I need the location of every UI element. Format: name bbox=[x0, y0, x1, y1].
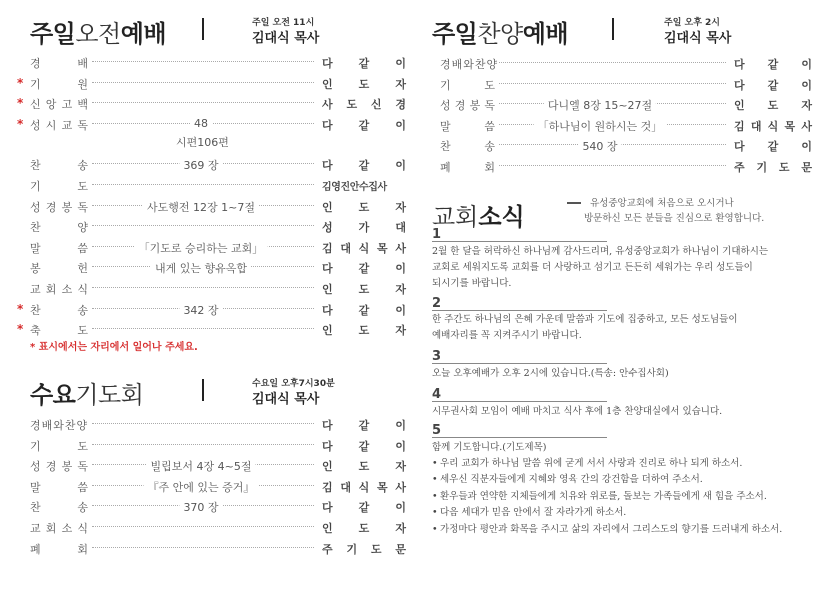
wednesday-title: 수요기도회 bbox=[30, 381, 144, 409]
service-time: 주일 오전 11시 bbox=[252, 18, 315, 28]
title-divider bbox=[612, 18, 614, 40]
order-item-leader: 성 가 대 bbox=[322, 221, 406, 235]
order-row bbox=[30, 52, 406, 73]
order-row bbox=[30, 196, 406, 217]
order-item-detail: 342 장 bbox=[179, 302, 222, 318]
order-item-name: 경 배 bbox=[30, 57, 88, 70]
order-row bbox=[440, 115, 812, 136]
service-pastor: 김대식 목사 bbox=[252, 31, 320, 46]
order-item-name: 폐 회 bbox=[440, 160, 495, 174]
standing-mark: * bbox=[17, 116, 24, 131]
order-row bbox=[440, 135, 812, 156]
order-row bbox=[30, 517, 406, 538]
order-item-detail: 다니엘 8장 15~27절 bbox=[544, 97, 656, 113]
sunday-praise-title: 주일찬양예배 bbox=[432, 20, 569, 48]
title-divider bbox=[202, 379, 204, 401]
news-item-1: 1 2월 한 달을 허락하신 하나님께 감사드리며, 유성중앙교회가 하나님이 기대하시는 교회로 세워지도록 교회를 더 사랑하고 섬기고 든든히 세워가는 우리 성도들이 되시기를 바랍니다. bbox=[432, 227, 769, 289]
order-item-name: 말 씀 bbox=[440, 119, 495, 133]
standing-mark: * bbox=[17, 322, 24, 337]
order-row bbox=[17, 319, 406, 340]
leader-dots bbox=[92, 82, 314, 83]
leader-dots bbox=[499, 62, 726, 63]
order-row bbox=[30, 175, 406, 196]
standing-mark: * bbox=[17, 96, 24, 111]
order-item-leader: 다 같 이 bbox=[734, 58, 812, 71]
order-item-leader: 다 같 이 bbox=[734, 140, 812, 154]
order-item-name: 말 씀 bbox=[30, 241, 88, 255]
prayer-item: • 환우들과 연약한 지체들에게 치유와 위로를, 돌보는 가족들에게 새 힘을 주소서. bbox=[432, 489, 808, 505]
news-title: 교회소식 bbox=[432, 203, 525, 231]
order-item-leader: 인 도 자 bbox=[322, 77, 406, 91]
order-item-name: 성 경 봉 독 bbox=[30, 200, 88, 214]
order-row bbox=[440, 94, 812, 115]
wednesday-section bbox=[30, 375, 406, 415]
order-item-name: 찬 송 bbox=[30, 159, 88, 173]
order-row bbox=[440, 156, 812, 177]
order-item-leader: 다 같 이 bbox=[322, 159, 406, 173]
sunday-praise-order bbox=[440, 53, 812, 177]
sunday-morning-title: 주일오전예배 bbox=[30, 20, 167, 48]
prayer-item: • 우리 교회가 하나님 말씀 위에 굳게 서서 사랑과 진리로 하나 되게 하소서. bbox=[432, 456, 808, 472]
service-pastor: 김대식 목사 bbox=[664, 31, 732, 46]
order-item-leader: 김 대 식 목 사 bbox=[322, 241, 406, 255]
order-row bbox=[17, 114, 406, 135]
order-row bbox=[440, 74, 812, 95]
order-item-name: 축 도 bbox=[30, 324, 88, 338]
order-item-name: 찬 송 bbox=[30, 303, 88, 317]
order-item-leader: 인 도 자 bbox=[322, 282, 406, 296]
order-item-name: 말 씀 bbox=[30, 480, 88, 494]
order-item-leader: 다 같 이 bbox=[322, 439, 406, 453]
order-item-leader: 다 같 이 bbox=[322, 262, 406, 276]
psalm-reading: 시편106편 bbox=[176, 136, 229, 149]
order-item-leader: 인 도 자 bbox=[322, 460, 406, 474]
order-item-leader: 인 도 자 bbox=[322, 200, 406, 214]
prayer-list bbox=[432, 456, 808, 538]
order-item-name: 기 도 bbox=[30, 179, 88, 193]
prayer-item: • 세우신 직분자들에게 지혜와 영육 간의 강건함을 더하여 주소서. bbox=[432, 472, 808, 488]
leader-dots bbox=[92, 61, 314, 62]
leader-dots bbox=[92, 102, 314, 103]
title-divider bbox=[202, 18, 204, 40]
order-item-name: 기 도 bbox=[440, 78, 495, 92]
order-item-detail: 내게 있는 향유옥합 bbox=[151, 260, 251, 276]
order-item-leader: 김 대 식 목 사 bbox=[322, 480, 406, 494]
leader-dots bbox=[92, 526, 314, 527]
order-item-detail: 48 bbox=[190, 117, 212, 130]
leader-dots bbox=[92, 225, 314, 226]
leader-dots bbox=[92, 287, 314, 288]
order-row bbox=[30, 257, 406, 278]
order-item-leader: 다 같 이 bbox=[322, 303, 406, 317]
wednesday-order bbox=[30, 414, 406, 558]
order-row bbox=[30, 216, 406, 237]
order-item-name: 봉 헌 bbox=[30, 262, 88, 276]
order-item-detail: 『주 안에 있는 증거』 bbox=[144, 479, 259, 495]
order-item-name: 기 원 bbox=[30, 77, 88, 91]
order-item-leader: 김 대 식 목 사 bbox=[734, 119, 812, 133]
order-row bbox=[30, 278, 406, 299]
leader-dots bbox=[92, 444, 314, 445]
news-dash bbox=[567, 202, 581, 204]
order-item-name: 성 경 봉 독 bbox=[30, 460, 88, 474]
news-intro: 유성중앙교회에 처음으로 오시거나 방문하신 모든 분들을 진심으로 환영합니다. bbox=[584, 198, 765, 224]
order-item-leader: 사 도 신 경 bbox=[322, 98, 406, 112]
order-row bbox=[30, 476, 406, 497]
order-item-leader: 다 같 이 bbox=[322, 118, 406, 132]
order-row bbox=[440, 53, 812, 74]
order-item-leader: 주 기 도 문 bbox=[322, 542, 406, 556]
news-item-4: 4 시무권사회 모임이 예배 마치고 식사 후에 1층 찬양대실에서 있습니다. bbox=[432, 387, 723, 417]
order-item-detail: 「하나님이 원하시는 것」 bbox=[534, 118, 667, 134]
order-item-leader: 다 같 이 bbox=[322, 419, 406, 432]
standing-mark: * bbox=[17, 75, 24, 90]
order-item-name: 경배와찬양 bbox=[440, 58, 499, 71]
order-row bbox=[30, 237, 406, 258]
order-item-leader: 다 같 이 bbox=[322, 501, 406, 515]
order-item-name: 폐 회 bbox=[30, 542, 88, 556]
order-item-name: 교 회 소 식 bbox=[30, 521, 88, 535]
service-time: 주일 오후 2시 bbox=[664, 18, 720, 28]
order-row bbox=[30, 455, 406, 476]
leader-dots bbox=[499, 83, 726, 84]
service-time: 수요일 오후7시30분 bbox=[252, 379, 335, 389]
leader-dots bbox=[92, 423, 314, 424]
order-item-name: 성 시 교 독 bbox=[30, 118, 88, 132]
order-item-name: 신 앙 고 백 bbox=[30, 98, 88, 112]
order-item-detail: 사도행전 12장 1~7절 bbox=[143, 199, 259, 215]
order-item-detail: 「기도로 승리하는 교회」 bbox=[135, 240, 268, 256]
order-item-leader: 김영진안수집사 bbox=[322, 181, 387, 193]
leader-dots bbox=[92, 184, 314, 185]
order-row bbox=[30, 538, 406, 559]
order-item-leader: 인 도 자 bbox=[322, 521, 406, 535]
news-item-2: 2 한 주간도 하나님의 은혜 가운데 말씀과 기도에 집중하고, 모든 성도님들이 예배자리를 꼭 지켜주시기 바랍니다. bbox=[432, 296, 738, 341]
order-item-name: 성 경 봉 독 bbox=[440, 99, 495, 113]
sunday-praise-section bbox=[432, 14, 808, 54]
order-row bbox=[17, 73, 406, 94]
order-item-leader: 인 도 자 bbox=[734, 99, 812, 113]
order-item-detail: 369 장 bbox=[179, 157, 222, 173]
order-row bbox=[30, 154, 406, 175]
order-row bbox=[17, 93, 406, 114]
order-item-leader: 인 도 자 bbox=[322, 324, 406, 338]
service-pastor: 김대식 목사 bbox=[252, 392, 320, 407]
prayer-item: • 다음 세대가 믿음 안에서 잘 자라가게 하소서. bbox=[432, 505, 808, 521]
order-row bbox=[30, 435, 406, 456]
order-item-name: 찬 송 bbox=[30, 501, 88, 515]
sunday-morning-order bbox=[17, 52, 406, 340]
leader-dots bbox=[92, 328, 314, 329]
order-item-name: 찬 송 bbox=[440, 140, 495, 154]
standing-note: * 표시에서는 자리에서 일어나 주세요. bbox=[30, 342, 198, 353]
leader-dots bbox=[92, 547, 314, 548]
leader-dots bbox=[499, 165, 726, 166]
order-item-detail: 빌립보서 4장 4~5절 bbox=[147, 458, 256, 474]
order-row bbox=[30, 496, 406, 517]
order-item-leader: 다 같 이 bbox=[322, 57, 406, 70]
order-row bbox=[17, 299, 406, 320]
order-item-leader: 다 같 이 bbox=[734, 78, 812, 92]
news-item-5: 5 함께 기도합니다.(기도제목) • 우리 교회가 하나님 말씀 위에 굳게 서서 사랑과 진리로 하나 되게 하소서. • 세우신 직분자들에게 지혜와 영육 간의 강건함을 더하여 주소서. • 환우들과 연약한 지체들에게 치유와 위로를, 돌보는 가족들에게 새 힘을 주소서. • 다음 세대가 믿음 안에서 잘 자라가게 하소서. • 가정마다 평안과 화목을 주시고 삶의 자리에서 그리스도의 향기를 드러내게 하소서. bbox=[432, 424, 808, 538]
order-item-name: 교 회 소 식 bbox=[30, 282, 88, 296]
order-row bbox=[30, 414, 406, 435]
order-item-leader: 주 기 도 문 bbox=[734, 160, 812, 174]
order-item-detail: 540 장 bbox=[578, 138, 621, 154]
prayer-item: • 가정마다 평안과 화목을 주시고 삶의 자리에서 그리스도의 향기를 드러내게 하소서. bbox=[432, 522, 808, 538]
order-item-name: 기 도 bbox=[30, 439, 88, 453]
standing-mark: * bbox=[17, 301, 24, 316]
order-item-detail: 370 장 bbox=[179, 499, 222, 515]
news-item-3: 3 오늘 오후예배가 오후 2시에 있습니다.(특송: 안수집사회) bbox=[432, 349, 669, 379]
order-item-name: 찬 양 bbox=[30, 221, 88, 235]
order-item-name: 경배와찬양 bbox=[30, 419, 89, 432]
